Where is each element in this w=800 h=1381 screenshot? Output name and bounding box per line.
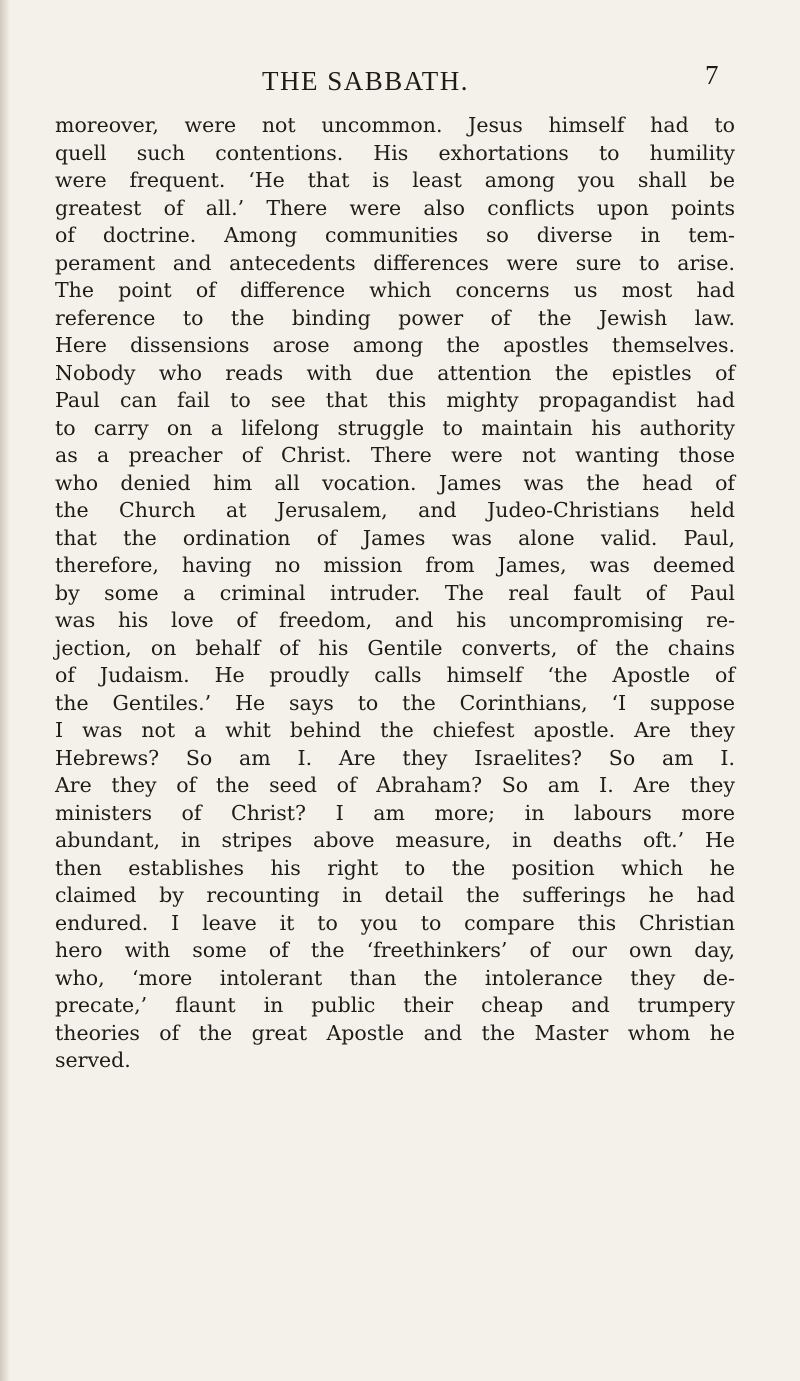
text-line: moreover, were not uncommon. Jesus himself had to <box>55 113 735 137</box>
text-line: Here dissensions arose among the apostles themselves. <box>55 333 735 357</box>
text-line: precate,’ flaunt in public their cheap and trumpery <box>55 993 735 1017</box>
text-line: who, ‘more intolerant than the intolerance they de- <box>55 965 735 990</box>
text-line: of Judaism. He proudly calls himself ‘the Apostle of <box>55 663 735 687</box>
page-gutter-shadow <box>0 0 10 1381</box>
text-line: The point of difference which concerns us most had <box>55 278 735 302</box>
text-line: were frequent. ‘He that is least among you shall be <box>55 168 735 192</box>
text-line: that the ordination of James was alone valid. Paul, <box>55 525 735 550</box>
text-line: the Church at Jerusalem, and Judeo-Christians held <box>55 498 735 522</box>
text-line: to carry on a lifelong struggle to maintain his authority <box>55 415 735 440</box>
page-number: 7 <box>705 60 719 90</box>
text-line: quell such contentions. His exhortations to humility <box>55 140 735 165</box>
text-line: therefore, having no mission from James, was deemed <box>55 553 735 577</box>
text-line: Paul can fail to see that this mighty propagandist had <box>55 388 735 412</box>
body-text <box>55 112 735 1075</box>
text-line: was his love of freedom, and his uncompromising re- <box>55 608 735 632</box>
text-line: greatest of all.’ There were also conflicts upon points <box>55 195 735 220</box>
text-line: abundant, in stripes above measure, in deaths oft.’ He <box>55 828 735 852</box>
running-head-title: THE SABBATH. <box>262 66 470 96</box>
text-line: hero with some of the ‘freethinkers’ of our own day, <box>55 938 735 962</box>
text-line: perament and antecedents differences were sure to arise. <box>55 250 735 275</box>
text-line: Are they of the seed of Abraham? So am I. Are they <box>55 773 735 797</box>
text-line: ministers of Christ? I am more; in labours more <box>55 800 735 825</box>
text-line: of doctrine. Among communities so diverse in tem- <box>55 223 735 247</box>
text-line: served. <box>55 1048 131 1072</box>
text-line: Nobody who reads with due attention the epistles of <box>55 360 735 385</box>
text-line: endured. I leave it to you to compare this Christian <box>55 910 735 935</box>
text-line: who denied him all vocation. James was the head of <box>55 470 735 495</box>
text-line: claimed by recounting in detail the sufferings he had <box>55 883 735 907</box>
text-line: theories of the great Apostle and the Master whom he <box>55 1020 735 1045</box>
text-line: the Gentiles.’ He says to the Corinthians, ‘I suppose <box>55 690 735 715</box>
text-line: Hebrews? So am I. Are they Israelites? So am I. <box>55 745 735 770</box>
text-line: I was not a whit behind the chiefest apostle. Are they <box>55 718 735 742</box>
text-line: then establishes his right to the position which he <box>55 855 735 880</box>
text-line: by some a criminal intruder. The real fault of Paul <box>55 580 735 605</box>
text-line: as a preacher of Christ. There were not wanting those <box>55 443 735 467</box>
running-head <box>0 60 800 106</box>
text-line: reference to the binding power of the Jewish law. <box>55 305 735 330</box>
text-line: jection, on behalf of his Gentile converts, of the chains <box>55 635 735 660</box>
